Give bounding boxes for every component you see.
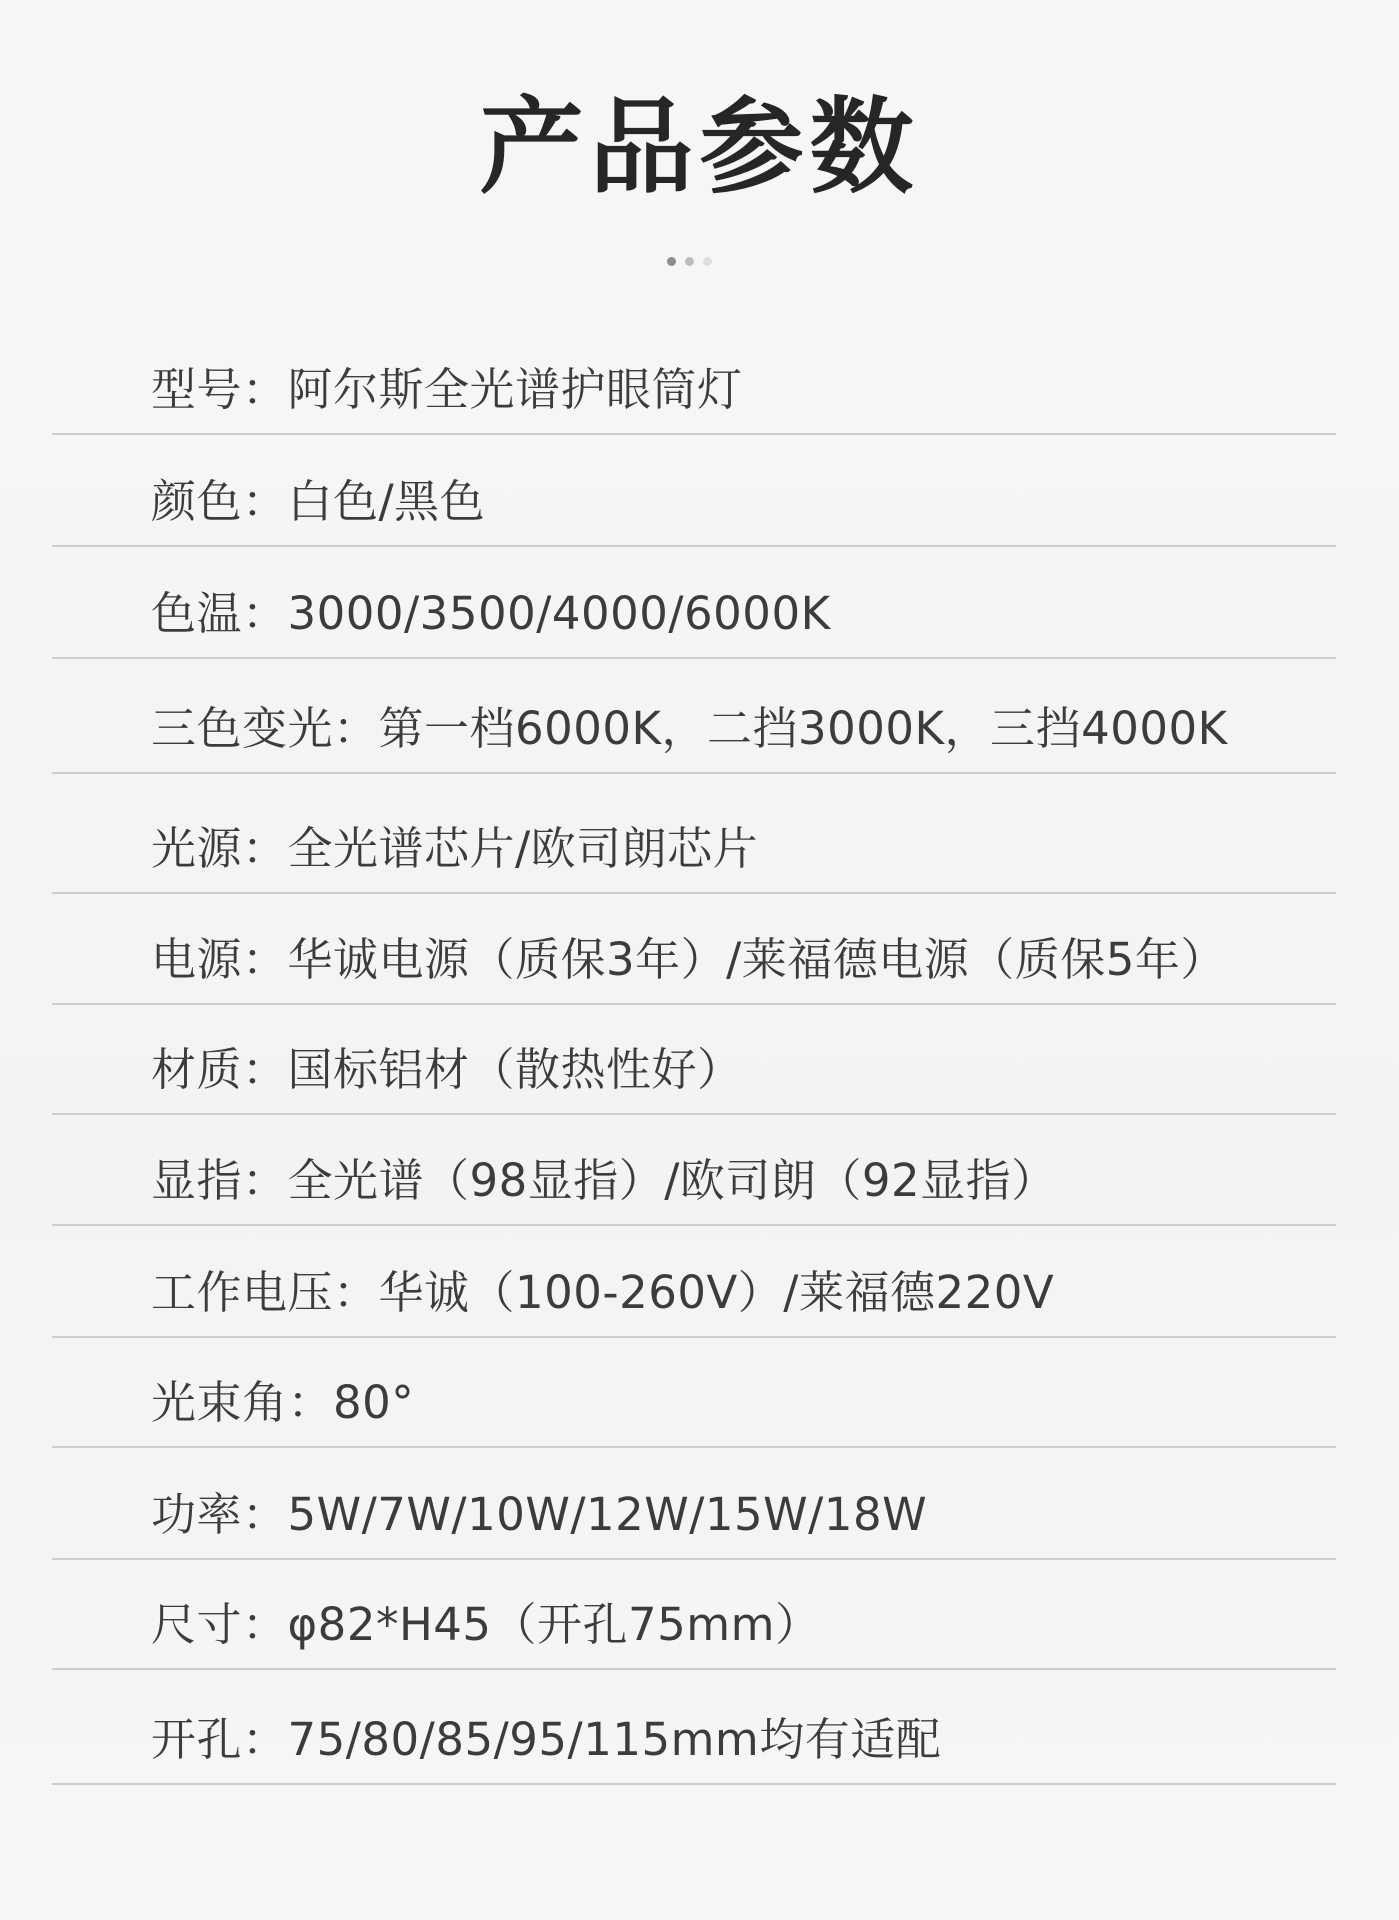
spec-row-material (52, 1005, 1336, 1115)
spec-row-beam-angle (52, 1338, 1336, 1448)
spec-text: 材质：国标铝材（散热性好） (151, 1043, 743, 1096)
spec-text: 颜色：白色/黑色 (151, 475, 486, 528)
spec-text: 型号：阿尔斯全光谱护眼筒灯 (151, 363, 743, 416)
spec-row-wattage (52, 1448, 1336, 1560)
spec-row-three-color (52, 659, 1336, 774)
spec-row-voltage (52, 1226, 1336, 1338)
spec-text: 光源：全光谱芯片/欧司朗芯片 (151, 822, 759, 875)
dot-indicator (685, 257, 694, 266)
dot-indicator (703, 257, 712, 266)
spec-text: 功率：5W/7W/10W/12W/15W/18W (151, 1488, 928, 1541)
spec-row-dimensions (52, 1560, 1336, 1670)
spec-row-cutout (52, 1670, 1336, 1785)
divider (52, 1783, 1336, 1785)
spec-text: 光束角：80° (151, 1376, 415, 1429)
spec-text: 显指：全光谱（98显指）/欧司朗（92显指） (151, 1154, 1057, 1207)
spec-text: 三色变光：第一档6000K，二挡3000K，三挡4000K (151, 702, 1228, 755)
pagination-dots (667, 256, 712, 266)
spec-row-color (52, 435, 1336, 547)
page-title: 产品参数 (479, 86, 920, 208)
spec-text: 色温：3000/3500/4000/6000K (151, 587, 831, 640)
spec-text: 工作电压：华诚（100-260V）/莱福德220V (151, 1266, 1055, 1319)
spec-row-cri (52, 1115, 1336, 1226)
spec-row-light-source (52, 774, 1336, 894)
spec-row-model (52, 340, 1336, 435)
spec-text: 电源：华诚电源（质保3年）/莱福德电源（质保5年） (151, 933, 1226, 986)
spec-text: 开孔：75/80/85/95/115mm均有适配 (151, 1713, 942, 1766)
spec-text: 尺寸：φ82*H45（开孔75mm） (151, 1598, 821, 1651)
spec-row-power-supply (52, 894, 1336, 1005)
dot-indicator (667, 257, 676, 266)
spec-row-color-temperature (52, 547, 1336, 659)
